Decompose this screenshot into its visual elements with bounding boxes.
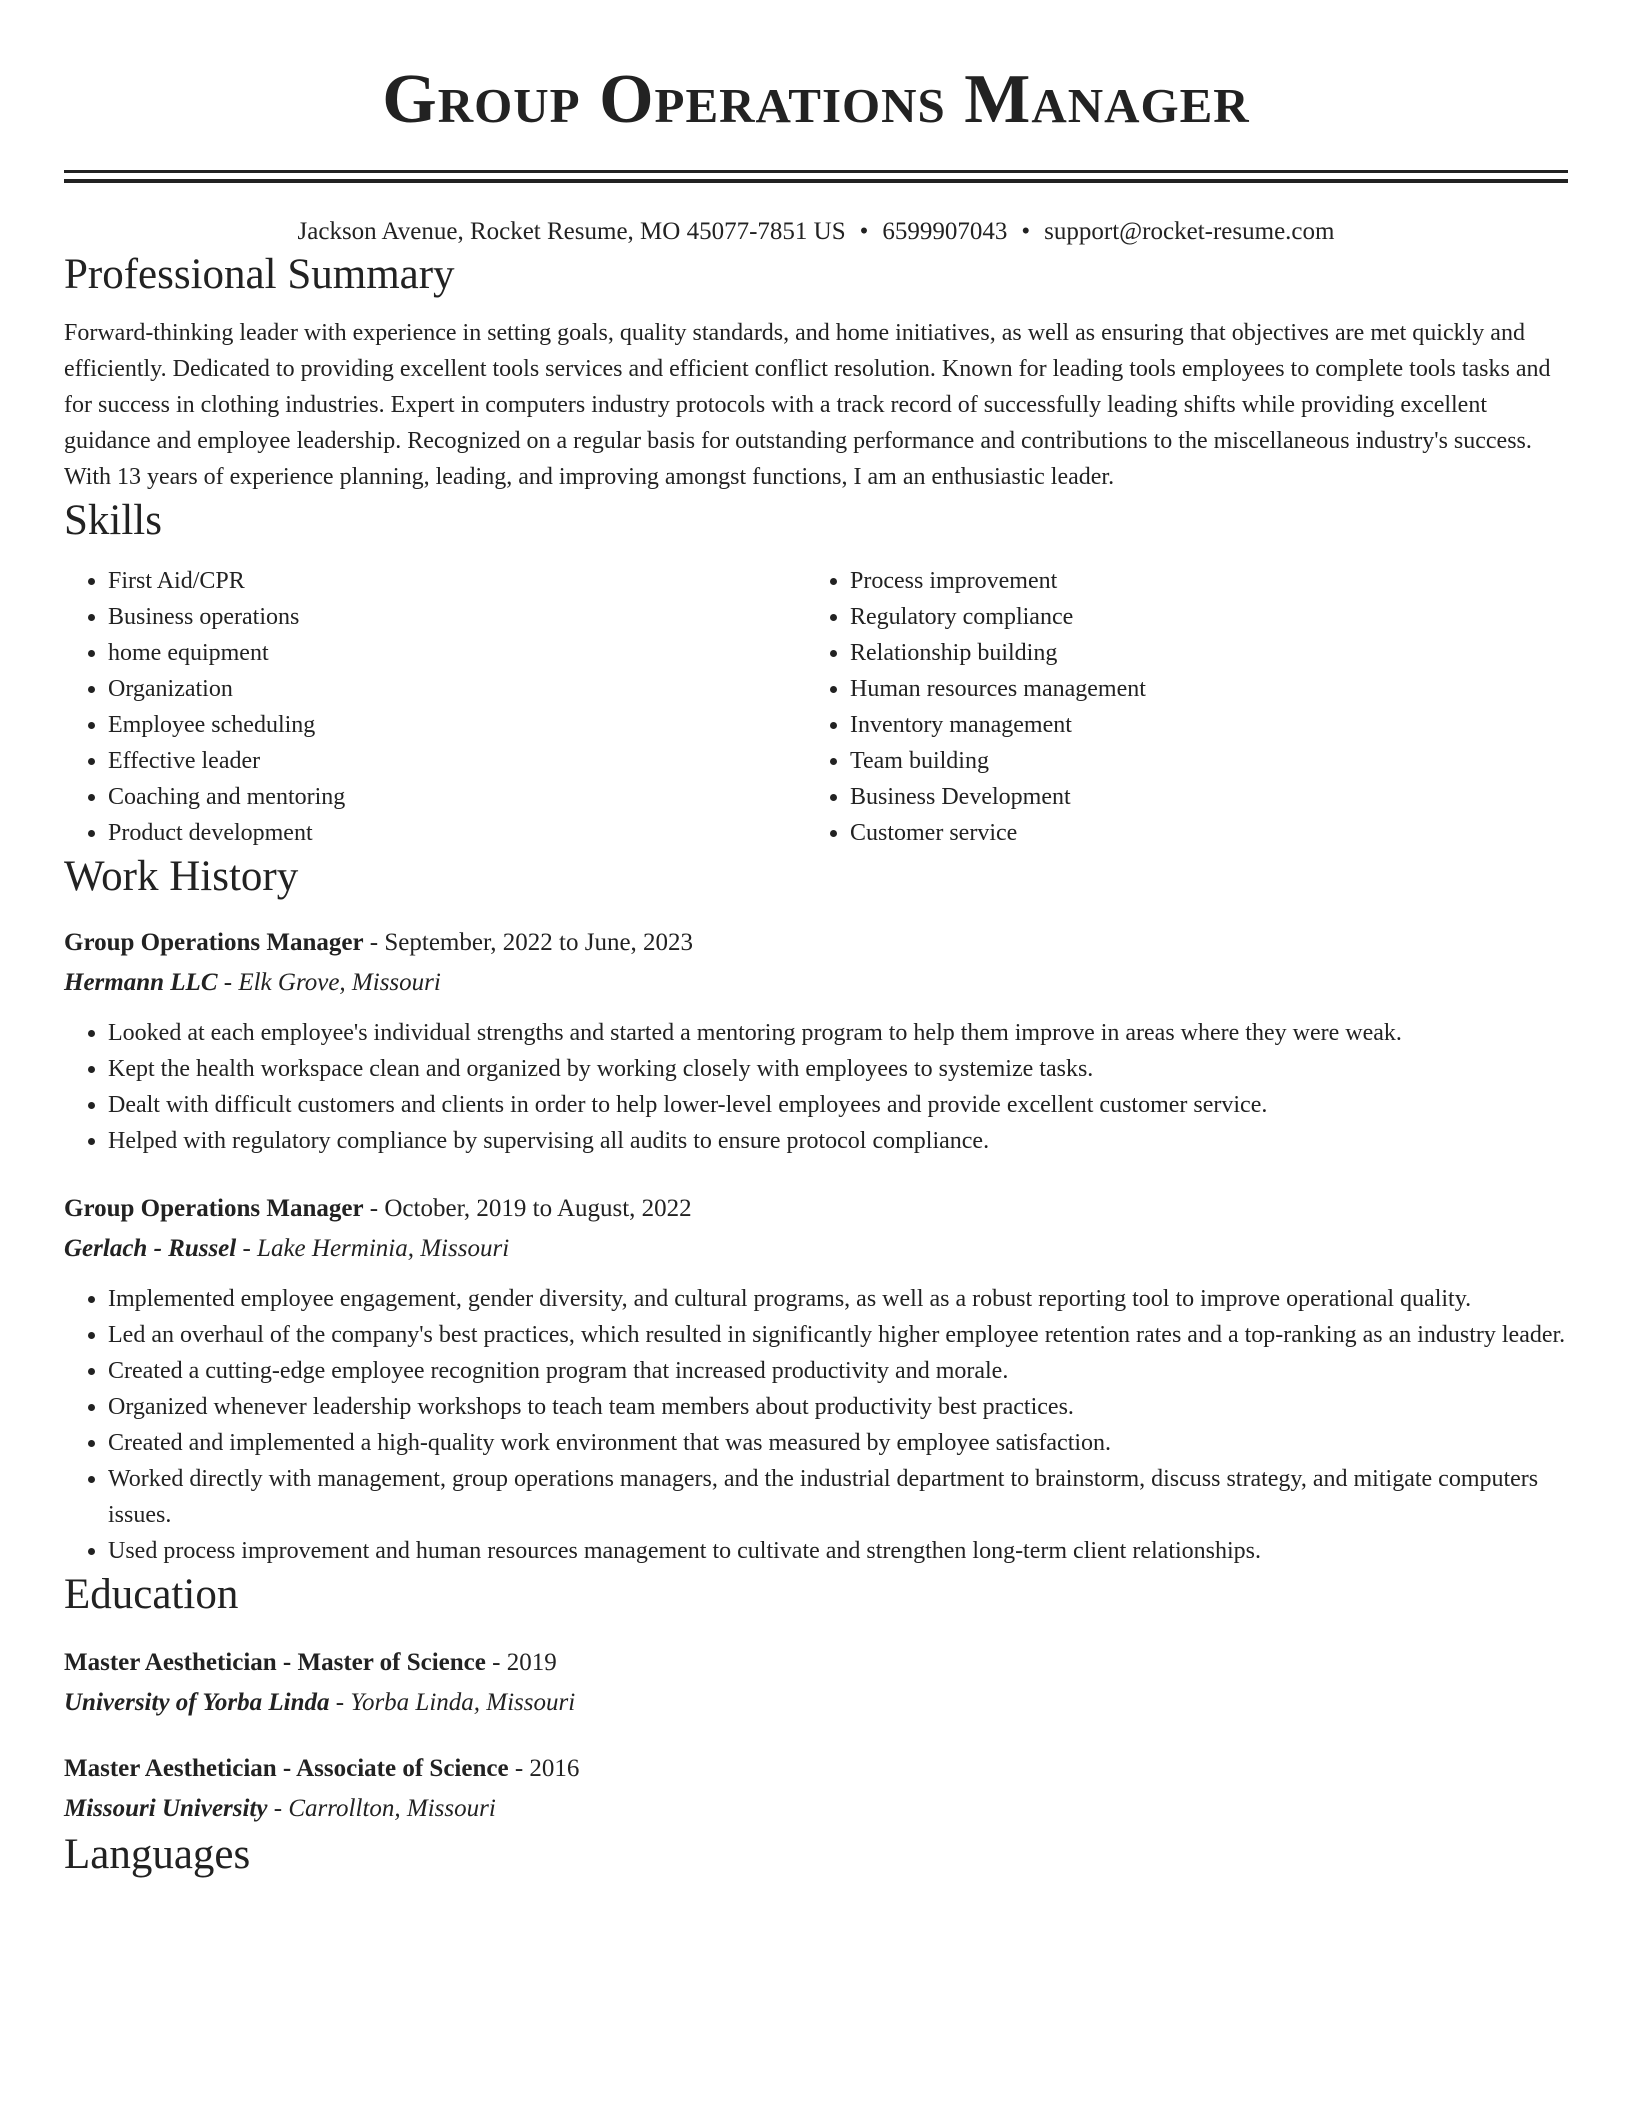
skills-heading: Skills [64, 497, 162, 544]
contact-separator: • [1021, 218, 1031, 245]
skill-item: • Product development [108, 815, 806, 851]
job-dates: - September, 2022 to June, 2023 [363, 929, 694, 956]
job-company: Gerlach - Russel [64, 1235, 237, 1262]
job-bullet: • Organized whenever leadership workshops to teach team members about productivity best practices. [108, 1389, 1568, 1425]
contact-separator: • [859, 218, 869, 245]
education-degree-line [64, 1643, 1568, 1683]
education-entry [64, 1643, 1568, 1723]
job-bullets [64, 1015, 1568, 1159]
job-location: - Lake Herminia, Missouri [236, 1235, 510, 1262]
job-bullet: • Helped with regulatory compliance by supervising all audits to ensure protocol compliance. [108, 1123, 1568, 1159]
contact-line [64, 215, 1568, 249]
title-divider-bottom [64, 179, 1568, 183]
job-company-line [64, 1229, 1568, 1269]
job-entry [64, 923, 1568, 1159]
skill-item: • Human resources management [850, 671, 1548, 707]
skill-item: • Team building [850, 743, 1548, 779]
job-bullet: • Looked at each employee's individual strengths and started a mentoring program to help them improve in areas where they were weak. [108, 1015, 1568, 1051]
job-bullet: • Led an overhaul of the company's best practices, which resulted in significantly higher employee retention rates and a top-ranking as an industry leader. [108, 1317, 1568, 1353]
job-title: Group Operations Manager [64, 1195, 364, 1222]
skill-item: • home equipment [108, 635, 806, 671]
education-degree-line [64, 1749, 1568, 1789]
education-location: - Carrollton, Missouri [267, 1795, 496, 1822]
job-title: Group Operations Manager [64, 929, 364, 956]
skills-list [64, 563, 1568, 851]
job-bullet: • Dealt with difficult customers and clients in order to help lower-level employees and provide excellent customer service. [108, 1087, 1568, 1123]
summary-text: Forward-thinking leader with experience in setting goals, quality standards, and home initiatives, as well as ensuring that objectives are met quickly and efficiently. Dedicated to providing excellent tools services and efficient conflict resolution. Known for leading tools employees to complete tools tasks and for success in clothing industries. Expert in computers industry protocols with a track record of successfully leading shifts while providing excellent guidance and employee leadership. Recognized on a regular basis for outstanding performance and contributions to the miscellaneous industry's success. With 13 years of experience planning, leading, and improving amongst functions, I am an enthusiastic leader. [64, 320, 1551, 490]
skills-column-left [64, 563, 806, 851]
skill-item: • Regulatory compliance [850, 599, 1548, 635]
education-school: University of Yorba Linda [64, 1689, 330, 1716]
education-school-line [64, 1683, 1568, 1723]
contact-phone: 6599907043 [882, 218, 1008, 245]
education-heading: Education [64, 1571, 239, 1618]
skill-item: • Relationship building [850, 635, 1548, 671]
education-year: - 2016 [508, 1755, 580, 1782]
job-bullet: • Created and implemented a high-quality work environment that was measured by employee satisfaction. [108, 1425, 1568, 1461]
skill-item: • Coaching and mentoring [108, 779, 806, 815]
skill-item: • First Aid/CPR [108, 563, 806, 599]
skill-item: • Business Development [850, 779, 1548, 815]
job-company: Hermann LLC [64, 969, 218, 996]
skill-item: • Organization [108, 671, 806, 707]
skill-item: • Inventory management [850, 707, 1548, 743]
resume-title: Group Operations Manager [382, 61, 1250, 138]
skill-item: • Employee scheduling [108, 707, 806, 743]
job-bullet: • Kept the health workspace clean and organized by working closely with employees to systemize tasks. [108, 1051, 1568, 1087]
skill-item: • Customer service [850, 815, 1548, 851]
summary-heading: Professional Summary [64, 251, 455, 298]
contact-address: Jackson Avenue, Rocket Resume, MO 45077-7851 US [297, 218, 846, 245]
job-title-line [64, 1189, 1568, 1229]
job-bullet: • Created a cutting-edge employee recognition program that increased productivity and morale. [108, 1353, 1568, 1389]
skills-column-right [806, 563, 1548, 851]
job-location: - Elk Grove, Missouri [217, 969, 441, 996]
title-divider-top [64, 170, 1568, 173]
education-location: - Yorba Linda, Missouri [329, 1689, 576, 1716]
education-school: Missouri University [64, 1795, 268, 1822]
education-school-line [64, 1789, 1568, 1829]
job-company-line [64, 963, 1568, 1003]
education-degree: Master Aesthetician - Associate of Science [64, 1755, 509, 1782]
job-bullets [64, 1281, 1568, 1569]
languages-heading: Languages [64, 1831, 251, 1878]
education-year: - 2019 [485, 1649, 557, 1676]
skill-item: • Process improvement [850, 563, 1548, 599]
job-entry [64, 1189, 1568, 1569]
education-degree: Master Aesthetician - Master of Science [64, 1649, 486, 1676]
work-history-heading: Work History [64, 853, 299, 900]
job-bullet: • Used process improvement and human resources management to cultivate and strengthen long-term client relationships. [108, 1533, 1568, 1569]
job-bullet: • Worked directly with management, group operations managers, and the industrial department to brainstorm, discuss strategy, and mitigate computers issues. [108, 1461, 1568, 1533]
skill-item: • Effective leader [108, 743, 806, 779]
education-entry [64, 1749, 1568, 1829]
contact-email: support@rocket-resume.com [1044, 218, 1335, 245]
skill-item: • Business operations [108, 599, 806, 635]
job-title-line [64, 923, 1568, 963]
job-dates: - October, 2019 to August, 2022 [363, 1195, 692, 1222]
job-bullet: • Implemented employee engagement, gender diversity, and cultural programs, as well as a robust reporting tool to improve operational quality. [108, 1281, 1568, 1317]
